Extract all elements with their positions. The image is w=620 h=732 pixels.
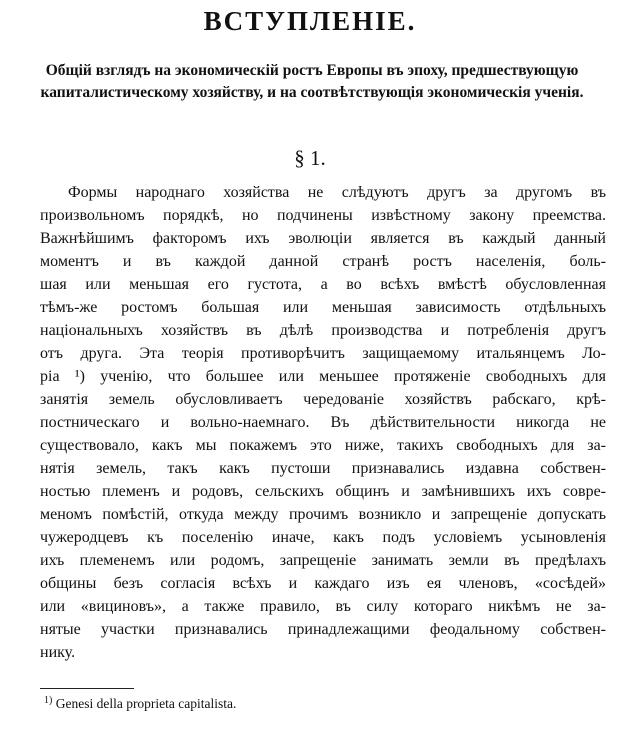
chapter-subtitle: Общій взглядъ на экономическій ростъ Европы въ эпоху, предшествующую капиталистическому хозяйству, и на соотвѣтствующія экономическія ученія. — [40, 62, 584, 101]
footnote-mark: 1) — [44, 695, 53, 706]
body-line: или «вициновъ», а также правило, въ силу котораго никѣмъ не за- — [40, 598, 606, 615]
body-line: тѣмъ-же ростомъ большая или меньшая зависимость отдѣльныхъ — [40, 299, 606, 316]
body-line: занятія земель обусловливаетъ чередованіе хозяйствъ рабскаго, крѣ- — [40, 391, 606, 408]
body-line: общины безъ согласія всѣхъ и каждаго изъ ея членовъ, «сосѣдей» — [40, 575, 606, 592]
body-line: постническаго и вольно-наемнаго. Въ дѣйствительности никогда не — [40, 414, 606, 431]
body-line: моментъ и въ каждой данной странѣ ростъ населенія, боль- — [40, 253, 606, 270]
footnote — [44, 694, 236, 714]
footnote-divider — [40, 688, 134, 689]
body-line: Важнѣйшимъ факторомъ ихъ эволюціи является въ каждый данный — [40, 230, 606, 247]
body-line: существовало, какъ мы покажемъ это ниже, такихъ свободныхъ для за- — [40, 437, 606, 454]
body-line: нятія земель, такъ какъ пустоши признавались издавна собствен- — [40, 460, 606, 477]
body-line: меномъ помѣстій, откуда между прочимъ возникло и запрещеніе допускать — [40, 506, 606, 523]
body-line: шая или меньшая его густота, а во всѣхъ вмѣстѣ обусловленная — [40, 276, 606, 293]
body-line: нятые участки признавались принадлежащими феодальному собствен- — [40, 621, 606, 638]
chapter-title: ВСТУПЛЕНІЕ. — [203, 6, 417, 36]
body-line: произвольномъ порядкѣ, но подчинены извѣстному закону преемства. — [40, 207, 606, 224]
body-line: чужеродцевъ къ поселенію иначе, какъ подъ условіемъ усыновленія — [40, 529, 606, 546]
body-text — [40, 181, 606, 664]
body-line: Формы народнаго хозяйства не слѣдуютъ другъ за другомъ въ — [68, 184, 606, 201]
body-line: національныхъ хозяйствъ въ дѣлѣ производства и потребленія другъ — [40, 322, 606, 339]
section-number: § 1. — [294, 146, 326, 170]
body-line: ностью племенъ и родовъ, сельскихъ общинъ и замѣнившихъ ихъ совре- — [40, 483, 606, 500]
body-line: отъ друга. Эта теорія противорѣчитъ защищаемому итальянцемъ Ло- — [40, 345, 606, 362]
footnote-text: Genesi della proprieta capitalista. — [55, 696, 237, 711]
body-line: ріа ¹) ученію, что большее или меньшее протяженіе свободныхъ для — [40, 368, 606, 385]
body-line: нику. — [40, 644, 76, 661]
body-line: ихъ племенемъ или родомъ, запрещеніе занимать земли въ предѣлахъ — [40, 552, 606, 569]
